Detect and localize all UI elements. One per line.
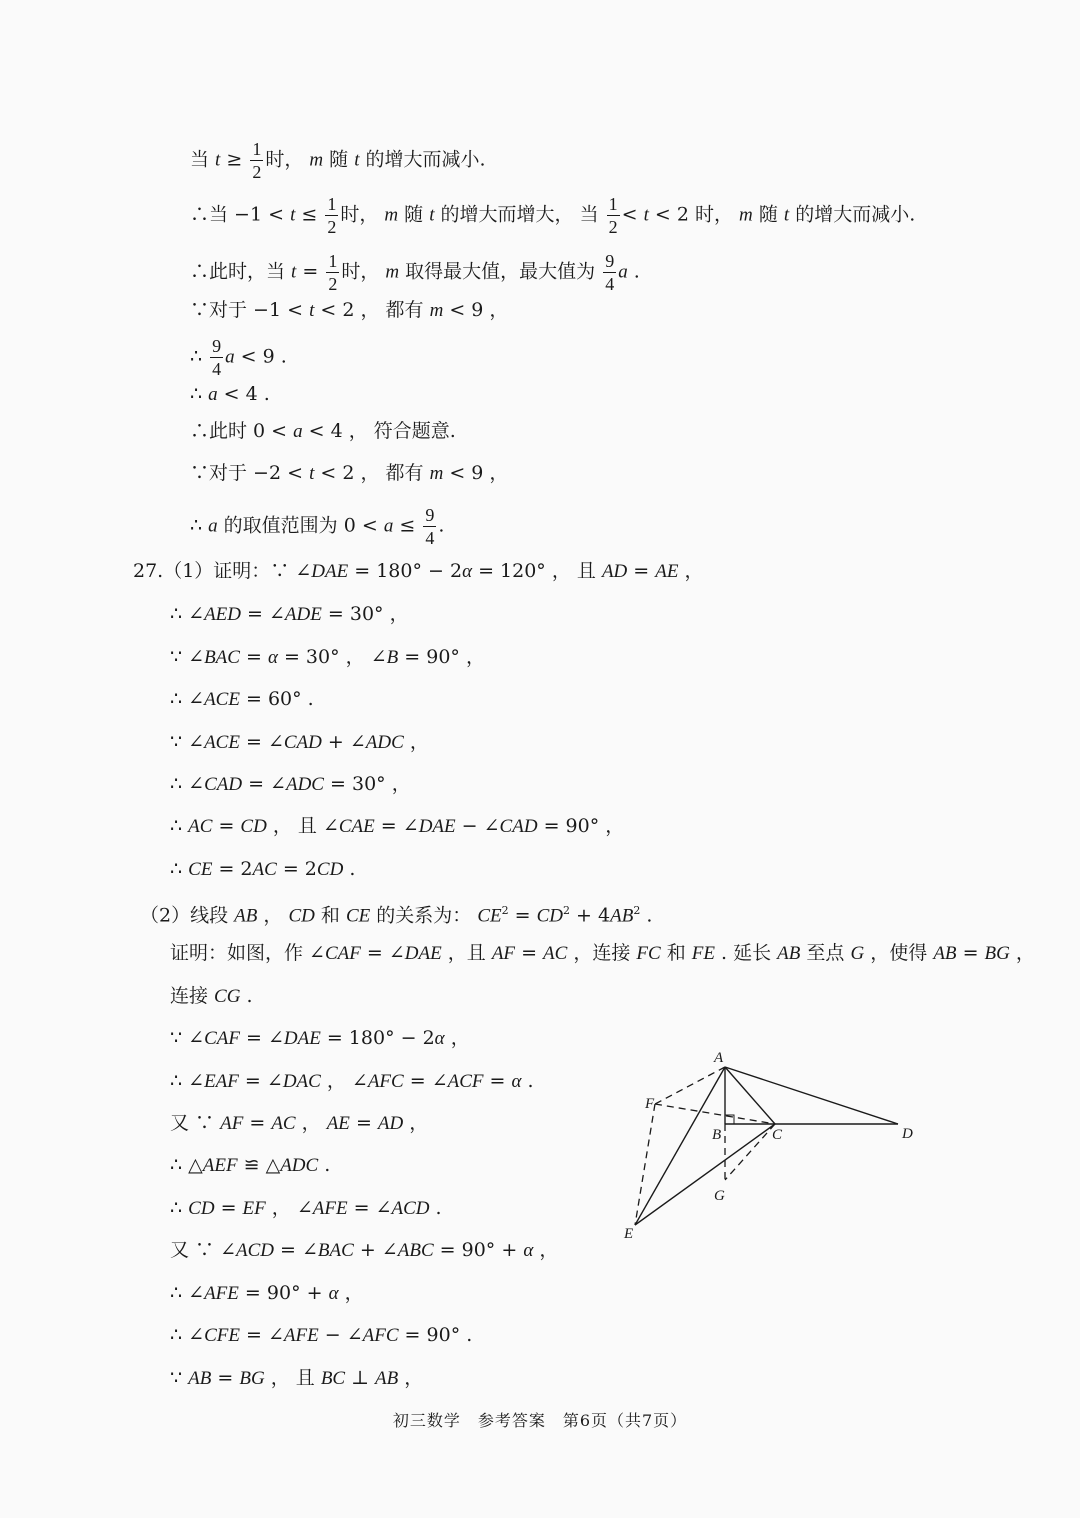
line-l25: ∴ CD = EF ， ∠AFE = ∠ACD . xyxy=(170,1197,442,1219)
line-l05: ∴ $\frac{9}{4}$ a < 9 . xyxy=(190,336,287,379)
line-l22: ∴ ∠EAF = ∠DAC ， ∠AFC = ∠ACF = α . xyxy=(170,1070,534,1092)
line-l19: 证明：如图，作 ∠CAF = ∠DAE ，且 AF = AC ，连接 FC 和 FE . 延长 AB 至点 G ，使得 AB = BG ， xyxy=(170,942,1035,964)
line-l12: ∵ ∠BAC = α = 30° ， ∠B = 90° ， xyxy=(170,646,485,668)
line-l27: ∴ ∠AFE = 90° + α ， xyxy=(170,1282,364,1304)
line-l11: ∴ ∠AED = ∠ADE = 30° ， xyxy=(170,603,409,625)
segment-ce xyxy=(635,1124,775,1225)
line-l03: ∴此时，当 t = $\frac{1}{2}$ 时， m 取得最大值，最大值为 $\frac{9}{4}$ a . xyxy=(190,251,640,294)
line-l16: ∴ AC = CD ， 且 ∠CAE = ∠DAE − ∠CAD = 90° ， xyxy=(170,815,625,837)
line-l20: 连接 CG . xyxy=(170,985,253,1007)
line-l04: ∵对于 −1 < t < 2 ， 都有 m < 9 ， xyxy=(190,299,509,321)
line-l29: ∵ AB = BG ， 且 BC ⊥ AB ， xyxy=(170,1367,424,1389)
segment-cg-dashed xyxy=(725,1124,775,1180)
label-a: A xyxy=(714,1050,724,1066)
line-l28: ∴ ∠CFE = ∠AFE − ∠AFC = 90° . xyxy=(170,1324,473,1346)
line-l09: ∴ a 的取值范围为 0 < a ≤ $\frac{9}{4}$ . xyxy=(190,505,445,548)
line-l07: ∴此时 0 < a < 4 ， 符合题意. xyxy=(190,420,456,442)
line-l18: （2）线段 AB ， CD 和 CE 的关系为： $CE^2 = CD^2 + 4AB^2$ . xyxy=(140,904,653,927)
segment-ad xyxy=(725,1067,898,1124)
line-l13: ∴ ∠ACE = 60° . xyxy=(170,688,314,710)
line-l08: ∵对于 −2 < t < 2 ， 都有 m < 9 ， xyxy=(190,462,509,484)
label-d: D xyxy=(902,1126,913,1142)
label-c: C xyxy=(772,1127,783,1143)
line-l24: ∴ △AEF ≌ △ADC . xyxy=(170,1154,331,1176)
label-g: G xyxy=(714,1188,725,1204)
label-b: B xyxy=(712,1127,722,1143)
line-l21: ∵ ∠CAF = ∠DAE = 180° − 2α ， xyxy=(170,1027,470,1049)
label-e: E xyxy=(624,1226,634,1242)
line-l17: ∴ CE = 2AC = 2CD . xyxy=(170,858,356,880)
label-f: F xyxy=(645,1096,655,1112)
page-footer: 初三数学 参考答案 第6页（共7页） xyxy=(392,1411,688,1430)
line-l14: ∵ ∠ACE = ∠CAD + ∠ADC ， xyxy=(170,731,429,753)
line-l02: ∴当 −1 < t ≤ $\frac{1}{2}$ 时， m 随 t 的增大而增大， 当 $\frac{1}{2}$ < t < 2 时， m 随 t 的增大而减小. xyxy=(190,194,916,237)
line-l23: 又 ∵ AF = AC ， AE = AD ， xyxy=(170,1112,429,1134)
line-l01: 当 t ≥ $\frac{1}{2}$ 时， m 随 t 的增大而减小. xyxy=(190,139,486,182)
line-l06: ∴ a < 4 . xyxy=(190,383,270,405)
line-l10: 27.（1）证明：∵ ∠DAE = 180° − 2α = 120° ， 且 AD = AE ， xyxy=(133,560,704,582)
geometry-figure xyxy=(610,1040,940,1245)
line-l15: ∴ ∠CAD = ∠ADC = 30° ， xyxy=(170,773,411,795)
segment-fc-dashed xyxy=(655,1104,775,1124)
line-l26: 又 ∵ ∠ACD = ∠BAC + ∠ABC = 90° + α ， xyxy=(170,1239,559,1261)
